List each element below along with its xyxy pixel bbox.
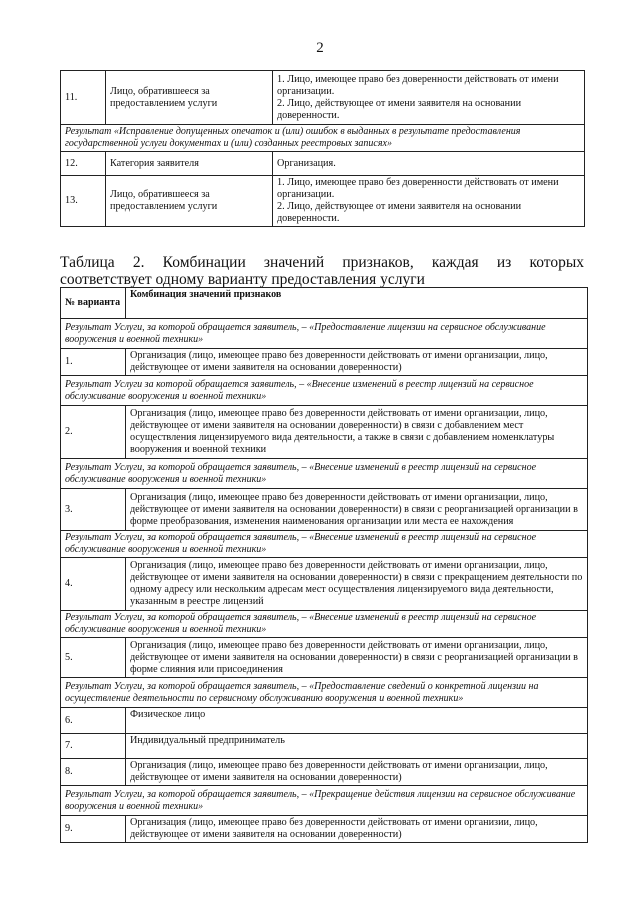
variants-table <box>60 287 588 843</box>
result-caption: Результат Услуги, за которой обращается заявитель, – «Внесение изменений в реестр лицензий на сервисное обслуживание вооружения и военной техники» <box>61 611 588 638</box>
variant-combination: Организация (лицо, имеющее право без доверенности действовать от имени организации, лицо, действующее от имени заявителя на основании доверенности) в связи с реорганизацией организации в форме преобразования, изменения наименования организации или места ее нахождения <box>126 489 588 531</box>
result-caption: Результат Услуги, за которой обращается заявитель, – «Предоставление сведений о конкретной лицензии на осуществление деятельности по сервисному обслуживанию вооружения и военной техники» <box>61 678 588 708</box>
variant-number: 9. <box>61 816 126 843</box>
result-row <box>61 376 588 406</box>
variant-combination: Организация (лицо, имеющее право без доверенности действовать от имени организации, лицо, действующее от имени заявителя на основании доверенности) <box>126 349 588 376</box>
table-row <box>61 558 588 611</box>
attribute-name: Категория заявителя <box>106 152 273 176</box>
row-number: 11. <box>61 71 106 125</box>
table-row <box>61 489 588 531</box>
result-row <box>61 531 588 558</box>
variant-combination: Организация (лицо, имеющее право без доверенности действовать от имени организации, лицо, действующее от имени заявителя на основании доверенности) <box>126 759 588 786</box>
applicant-attributes-table <box>60 70 585 227</box>
table-2-title <box>60 254 584 288</box>
table-row <box>61 71 585 125</box>
variant-combination: Организация (лицо, имеющее право без доверенности действовать от имени организации, лицо, действующее от имени заявителя на основании доверенности) в связи с добавлением мест осуществления лицензируемого вида деятельности, а также в связи с добавлением номенклатуры вооружения и военной техники <box>126 406 588 459</box>
table-row <box>61 406 588 459</box>
variant-combination: Физическое лицо <box>126 708 588 734</box>
variant-number: 2. <box>61 406 126 459</box>
variant-number: 5. <box>61 638 126 678</box>
result-row <box>61 125 585 152</box>
row-number: 13. <box>61 176 106 227</box>
table-row <box>61 734 588 759</box>
variant-number: 1. <box>61 349 126 376</box>
attribute-values: 1. Лицо, имеющее право без доверенности действовать от имени организации. 2. Лицо, действующее от имени заявителя на основании доверенности. <box>273 176 585 227</box>
result-caption: Результат Услуги, за которой обращается заявитель, – «Внесение изменений в реестр лицензий на сервисное обслуживание вооружения и военной техники» <box>61 459 588 489</box>
result-caption: Результат Услуги, за которой обращается заявитель, – «Внесение изменений в реестр лицензий на сервисное обслуживание вооружения и военной техники» <box>61 531 588 558</box>
table-row <box>61 152 585 176</box>
table-2-title-line-1: Таблица 2. Комбинации значений признаков, каждая из которых <box>60 254 584 271</box>
result-caption: Результат Услуги за которой обращается заявитель, – «Внесение изменений в реестр лицензий на сервисное обслуживание вооружения и военной техники» <box>61 376 588 406</box>
attribute-values: Организация. <box>273 152 585 176</box>
row-number: 12. <box>61 152 106 176</box>
result-caption: Результат Услуги, за которой обращается заявитель, – «Прекращение действия лицензии на сервисное обслуживание вооружения и военной техники» <box>61 786 588 816</box>
result-caption: Результат Услуги, за которой обращается заявитель, – «Предоставление лицензии на сервисное обслуживание вооружения и военной техники» <box>61 319 588 349</box>
variant-combination: Индивидуальный предприниматель <box>126 734 588 759</box>
table-row <box>61 176 585 227</box>
table-row <box>61 349 588 376</box>
variant-number: 8. <box>61 759 126 786</box>
variant-number: 4. <box>61 558 126 611</box>
result-row <box>61 459 588 489</box>
table-row <box>61 638 588 678</box>
table-row <box>61 708 588 734</box>
table-row <box>61 759 588 786</box>
result-row <box>61 786 588 816</box>
variant-number: 7. <box>61 734 126 759</box>
attribute-name: Лицо, обратившееся за предоставлением услуги <box>106 71 273 125</box>
variant-number: 6. <box>61 708 126 734</box>
attribute-values: 1. Лицо, имеющее право без доверенности действовать от имени организации. 2. Лицо, действующее от имени заявителя на основании доверенности. <box>273 71 585 125</box>
result-row <box>61 611 588 638</box>
result-row <box>61 319 588 349</box>
variant-number: 3. <box>61 489 126 531</box>
table-row <box>61 816 588 843</box>
page-number: 2 <box>316 40 324 56</box>
table-header-row <box>61 288 588 319</box>
result-caption: Результат «Исправление допущенных опечаток и (или) ошибок в выданных в результате предоставления государственной услуги документах и (или) созданных реестровых записях» <box>61 125 585 152</box>
variant-combination: Организация (лицо, имеющее право без доверенности действовать от имени организии, лицо, действующее от имени заявителя на основании доверенности) <box>126 816 588 843</box>
variant-combination: Организация (лицо, имеющее право без доверенности действовать от имени организации, лицо, действующее от имени заявителя на основании доверенности) в связи с реорганизацией организации в форме слияния или присоединения <box>126 638 588 678</box>
attribute-name: Лицо, обратившееся за предоставлением услуги <box>106 176 273 227</box>
table-2-title-line-2: соответствует одному варианту предоставления услуги <box>60 271 425 288</box>
result-row <box>61 678 588 708</box>
column-header-combination: Комбинация значений признаков <box>126 288 588 319</box>
column-header-variant-number: № варианта <box>61 288 126 319</box>
variant-combination: Организация (лицо, имеющее право без доверенности действовать от имени организации, лицо, действующее от имени заявителя на основании доверенности) в связи с прекращением деятельности по одному адресу или нескольким адресам мест осуществления лицензируемого вида деятельности, указанным в реестре лицензий <box>126 558 588 611</box>
